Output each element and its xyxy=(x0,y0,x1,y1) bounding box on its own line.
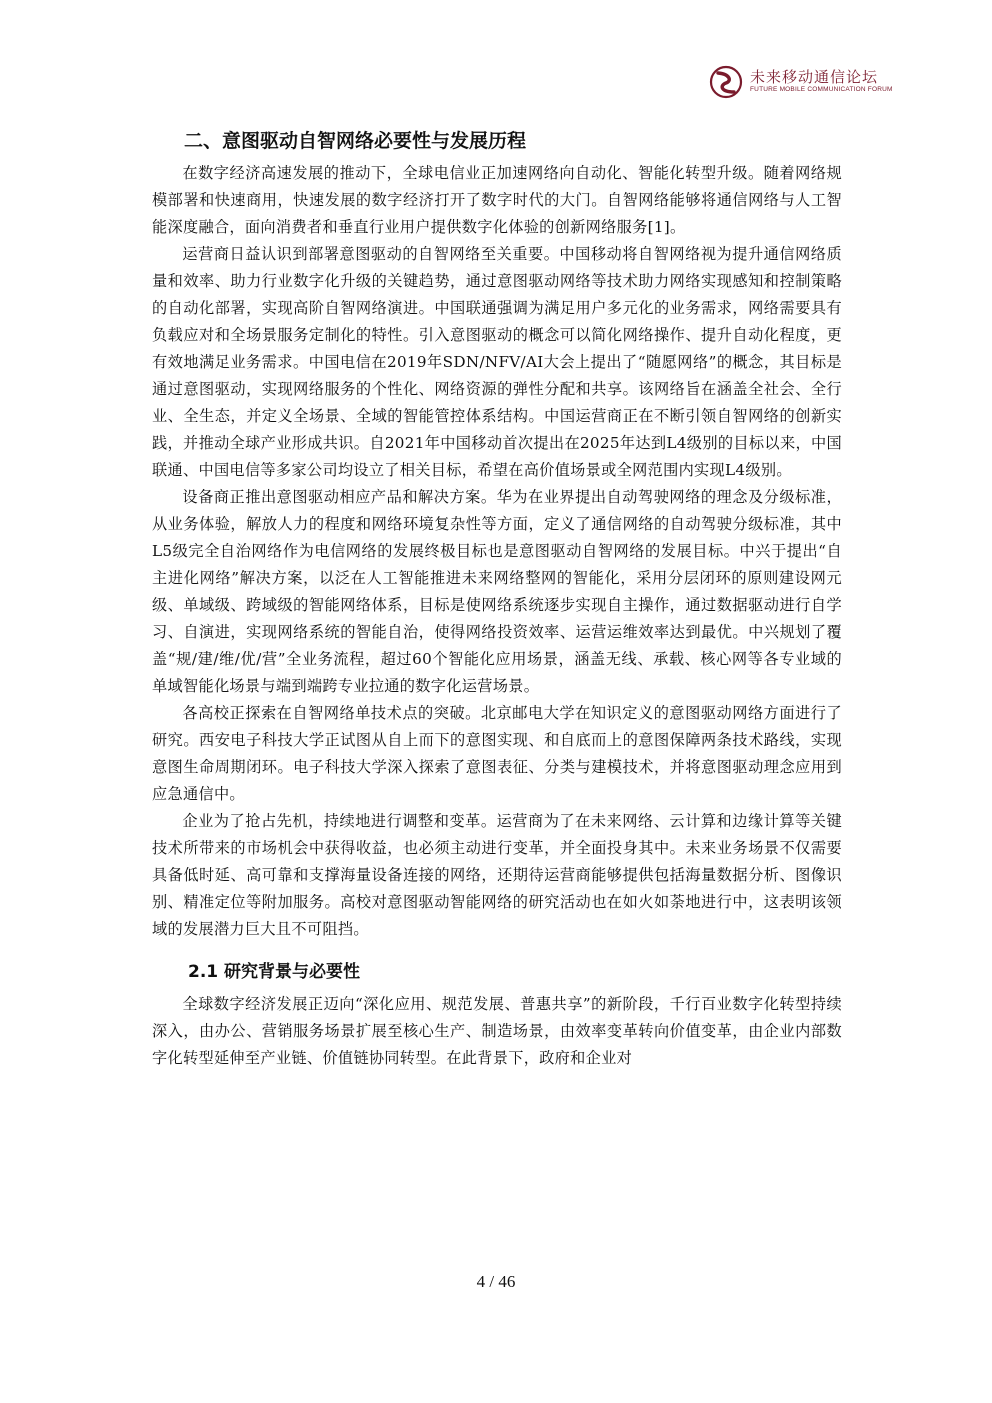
section-title: 二、意图驱动自智网络必要性与发展历程 xyxy=(184,130,527,152)
paragraph: 全球数字经济发展正迈向“深化应用、规范发展、普惠共享”的新阶段，千行百业数字化转型持续深入，由办公、营销服务场景扩展至核心生产、制造场景，由效率变革转向价值变革，由企业内部数字化转型延伸至产业链、价值链协同转型。在此背景下，政府和企业对 xyxy=(152,995,842,1067)
forum-emblem-icon xyxy=(708,64,744,100)
page-body xyxy=(152,126,842,1072)
paragraph: 设备商正推出意图驱动相应产品和解决方案。华为在业界提出自动驾驶网络的理念及分级标准，从业务体验，解放人力的程度和网络环境复杂性等方面，定义了通信网络的自动驾驶分级标准，其中L5级完全自治网络作为电信网络的发展终极目标也是意图驱动自智网络的发展目标。中兴于提出“自主进化网络”解决方案，以泛在人工智能推进未来网络整网的智能化，采用分层闭环的原则建设网元级、单域级、跨域级的智能网络体系，目标是使网络系统逐步实现自主操作，通过数据驱动进行自学习、自演进，实现网络系统的智能自治，使得网络投资效率、运营运维效率达到最优。中兴规划了覆盖“规/建/维/优/营”全业务流程，超过60个智能化应用场景，涵盖无线、承载、核心网等各专业域的单域智能化场景与端到端跨专业拉通的数字化运营场景。 xyxy=(152,488,842,695)
paragraph: 在数字经济高速发展的推动下，全球电信业正加速网络向自动化、智能化转型升级。随着网络规模部署和快速商用，快速发展的数字经济打开了数字时代的大门。自智网络能够将通信网络与人工智能深度融合，面向消费者和垂直行业用户提供数字化体验的创新网络服务[1]。 xyxy=(152,164,842,236)
paragraph: 各高校正探索在自智网络单技术点的突破。北京邮电大学在知识定义的意图驱动网络方面进行了研究。西安电子科技大学正试图从自上而下的意图实现、和自底而上的意图保障两条技术路线，实现意图生命周期闭环。电子科技大学深入探索了意图表征、分类与建模技术，并将意图驱动理念应用到应急通信中。 xyxy=(152,704,842,803)
page-number: 4 / 46 xyxy=(476,1272,516,1291)
paragraph: 企业为了抢占先机，持续地进行调整和变革。运营商为了在未来网络、云计算和边缘计算等关键技术所带来的市场机会中获得收益，也必须主动进行变革，并全面投身其中。未来业务场景不仅需要具备低时延、高可靠和支撑海量设备连接的网络，还期待运营商能够提供包括海量数据分析、图像识别、精准定位等附加服务。高校对意图驱动智能网络的研究活动也在如火如荼地进行中，这表明该领域的发展潜力巨大且不可阻挡。 xyxy=(152,812,842,938)
forum-logo xyxy=(708,64,908,104)
subsection-title: 2.1 研究背景与必要性 xyxy=(188,962,361,982)
paragraph: 运营商日益认识到部署意图驱动的自智网络至关重要。中国移动将自智网络视为提升通信网络质量和效率、助力行业数字化升级的关键趋势，通过意图驱动网络等技术助力网络实现感知和控制策略的自动化部署，实现高阶自智网络演进。中国联通强调为满足用户多元化的业务需求，网络需要具有负载应对和全场景服务定制化的特性。引入意图驱动的概念可以简化网络操作、提升自动化程度，更有效地满足业务需求。中国电信在2019年SDN/NFV/AI大会上提出了“随愿网络”的概念，其目标是通过意图驱动，实现网络服务的个性化、网络资源的弹性分配和共享。该网络旨在涵盖全社会、全行业、全生态，并定义全场景、全域的智能管控体系结构。中国运营商正在不断引领自智网络的创新实践，并推动全球产业形成共识。自2021年中国移动首次提出在2025年达到L4级别的目标以来，中国联通、中国电信等多家公司均设立了相关目标，希望在高价值场景或全网范围内实现L4级别。 xyxy=(152,245,842,479)
logo-chinese-name: 未来移动通信论坛 xyxy=(750,68,879,86)
logo-english-name: FUTURE MOBILE COMMUNICATION FORUM xyxy=(750,86,893,93)
